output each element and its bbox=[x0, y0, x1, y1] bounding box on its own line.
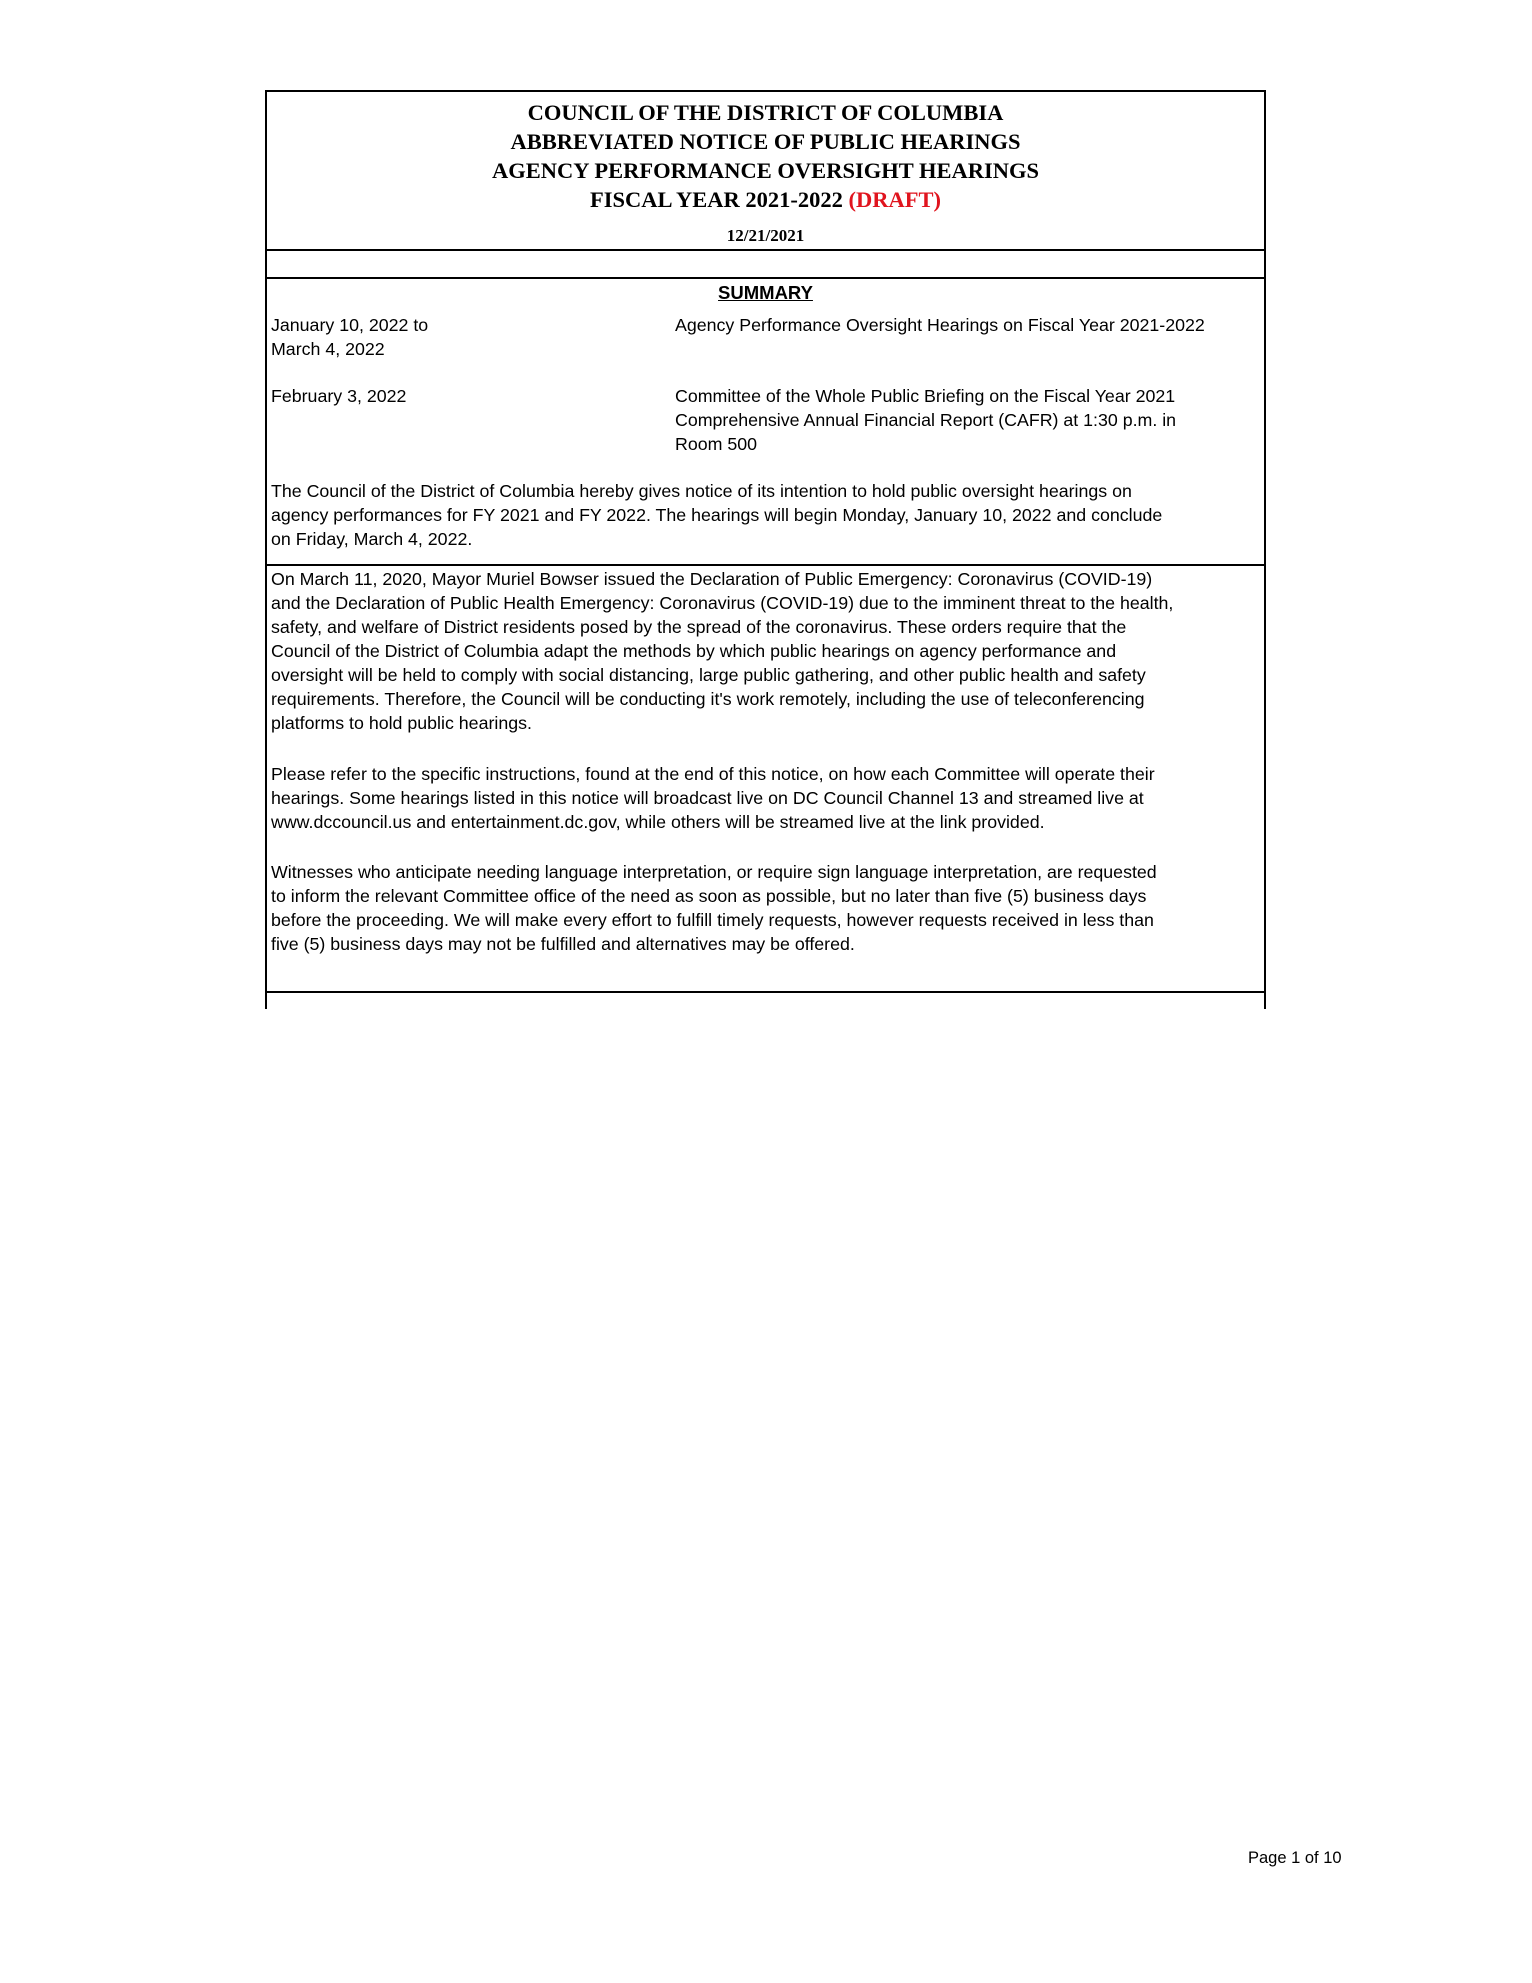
table-border-stub bbox=[1264, 1001, 1266, 1009]
summary-row-1-date: January 10, 2022 to March 4, 2022 bbox=[271, 315, 429, 359]
divider bbox=[267, 564, 1264, 566]
summary-heading: SUMMARY bbox=[718, 282, 813, 303]
interpretation-paragraph: Witnesses who anticipate needing language interpretation, or require sign language interpretation, are requested to inform the relevant Committee office of the need as soon as possible, but no later than five (5) business days before the proceeding. We will make every effort to fulfill timely requests, however requests received in less than five (5) business days may not be fulfilled and alternatives may be offered. bbox=[271, 862, 1157, 954]
title-fiscal-year bbox=[267, 185, 1264, 215]
fiscal-year-label: FISCAL YEAR 2021-2022 bbox=[589, 187, 843, 212]
notice-table bbox=[265, 90, 1266, 1003]
summary-row-1-description: Agency Performance Oversight Hearings on Fiscal Year 2021-2022 bbox=[675, 315, 1205, 335]
notice-paragraph: The Council of the District of Columbia hereby gives notice of its intention to hold public oversight hearings on agency performances for FY 2021 and FY 2022. The hearings will begin Monday, January 10, 2022 and conclude on Friday, March 4, 2022. bbox=[271, 481, 1163, 549]
title-abbreviated-notice: ABBREVIATED NOTICE OF PUBLIC HEARINGS bbox=[510, 129, 1021, 154]
divider bbox=[267, 277, 1264, 279]
emergency-paragraph: On March 11, 2020, Mayor Muriel Bowser issued the Declaration of Public Emergency: Coronavirus (COVID-19) and the Declaration of Public Health Emergency: Coronavirus (COVID-19) due to the imminent threat to the health, safety, and welfare of District residents posed by the spread of the coronavirus. These orders require that the Council of the District of Columbia adapt the methods by which public hearings on agency performance and oversight will be held to comply with social distancing, large public gathering, and other public health and safety requirements. Therefore, the Council will be conducting it's work remotely, including the use of teleconferencing platforms to hold public hearings. bbox=[271, 569, 1174, 733]
draft-label: (DRAFT) bbox=[848, 187, 942, 212]
notice-date: 12/21/2021 bbox=[726, 226, 805, 245]
table-border-stub bbox=[265, 1001, 267, 1009]
page-number: Page 1 of 10 bbox=[1248, 1849, 1342, 1867]
summary-row-2-description: Committee of the Whole Public Briefing on the Fiscal Year 2021 Comprehensive Annual Financial Report (CAFR) at 1:30 p.m. in Room 500 bbox=[675, 386, 1177, 454]
summary-row-2-date: February 3, 2022 bbox=[271, 386, 407, 406]
title-council: COUNCIL OF THE DISTRICT OF COLUMBIA bbox=[527, 100, 1004, 125]
divider bbox=[267, 249, 1264, 251]
divider bbox=[267, 991, 1264, 993]
title-oversight-hearings: AGENCY PERFORMANCE OVERSIGHT HEARINGS bbox=[492, 158, 1039, 183]
instructions-paragraph: Please refer to the specific instructions, found at the end of this notice, on how each Committee will operate their hearings. Some hearings listed in this notice will broadcast live on DC Council Channel 13 and streamed live at www.dccouncil.us and entertainment.dc.gov, while others will be streamed live at the link provided. bbox=[271, 764, 1155, 832]
